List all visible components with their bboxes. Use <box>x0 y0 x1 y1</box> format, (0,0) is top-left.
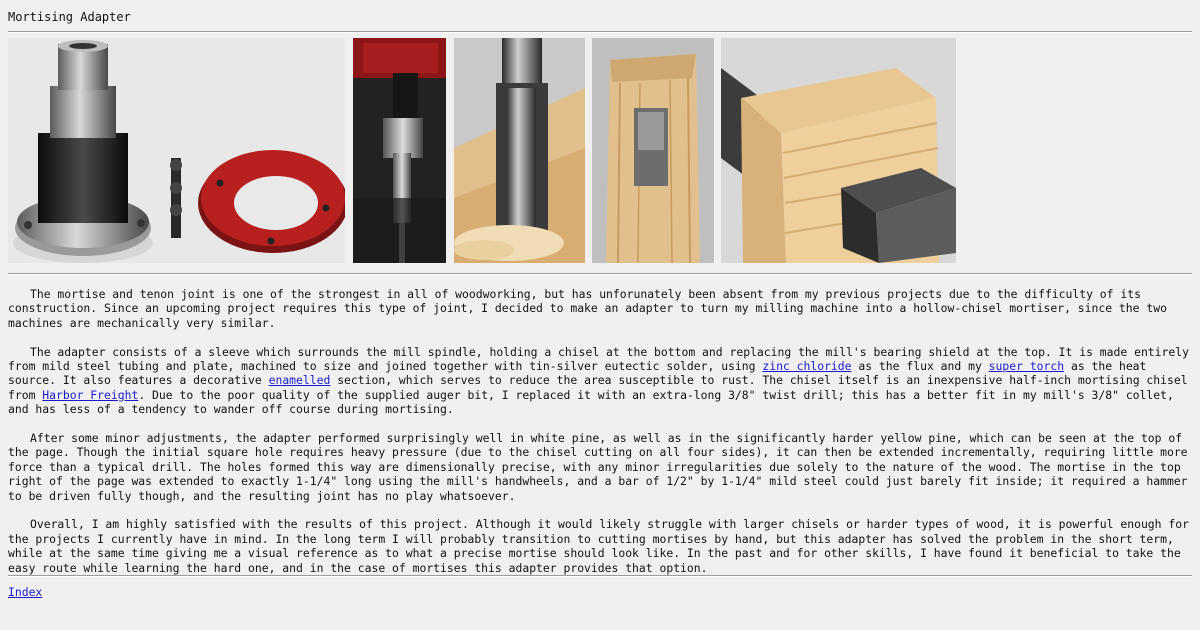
paragraph-construction <box>8 345 1194 417</box>
enamelled-link[interactable]: enamelled <box>268 373 331 388</box>
chisel-cutting-wood-photo <box>454 38 585 263</box>
top-divider <box>8 31 1192 33</box>
construction-text-3: as the heat source. It also features a decorative <box>8 359 1147 388</box>
super-torch-link[interactable]: super torch <box>988 359 1065 374</box>
footer-divider <box>8 575 1192 577</box>
adapter-parts-photo <box>8 38 345 263</box>
paragraph-intro: The mortise and tenon joint is one of the strongest in all of woodworking, but has unforunately been absent from my previous projects due to the difficulty of its construction. Since an upcoming project requires this type of joint, I decided to make an adapter to turn my milling machine into a hollow-chisel mortiser, since the two machines are mechanically very similar. <box>8 287 1167 330</box>
mortise-in-block-photo <box>592 38 714 263</box>
page-title: Mortising Adapter <box>8 10 131 24</box>
paragraph-performance: After some minor adjustments, the adapter performed surprisingly well in white pine, as well as in the significantly harder yellow pine, which can be seen at the top of the page. Though the initial square hole requires heavy pressure (due to the chisel cutting on all four sides), it can then be extended incrementally, requiring little more force than a typical drill. The holes formed this way are dimensionally precise, with any minor irregularities due solely to the nature of the wood. The mortise in the top right of the page was extended to exactly 1-1/4" long using the mill's handwheels, and a bar of 1/2" by 1-1/4" mild steel could just barely fit inside; it required a hammer to be driven fully though, and the resulting joint has no play whatsoever. <box>8 431 1188 503</box>
paragraph-conclusion: Overall, I am highly satisfied with the results of this project. Although it would likely struggle with larger chisels or harder types of wood, it is powerful enough for the projects I currently have in mind. In the long term I will probably transition to cutting mortises by hand, but this adapter has solved the problem in the short term, while at the same time giving me a visual reference as to what a precise mortise should look like. In the past and for other skills, I have found it beneficial to take the easy route while learning the hard one, and in the case of mortises this adapter provides that option. <box>8 517 1189 575</box>
article-body <box>8 287 1194 589</box>
index-link[interactable]: Index <box>8 585 43 599</box>
construction-text-2: as the flux and my <box>851 359 989 374</box>
construction-text-5: . Due to the poor quality of the supplied auger bit, I replaced it with an extra-long 3/8" twist drill; this has a better fit in my mill's 3/8" collet, and has less of a tendency to wander off course during mortising. <box>8 387 1174 417</box>
harbor-freight-link[interactable]: Harbor Freight <box>42 387 139 402</box>
steel-bar-in-mortise-photo <box>721 38 956 263</box>
photo-divider <box>8 273 1192 275</box>
mill-with-chisel-photo <box>353 38 446 263</box>
construction-text-1: The adapter consists of a sleeve which surrounds the mill spindle, holding a chisel at the bottom and replacing the mill's bearing shield at the top. It is made entirely from mild steel tubing and plate, machined to size and joined together with tin-silver eutectic solder, using <box>8 344 1189 374</box>
construction-text-4: section, which serves to reduce the area susceptible to rust. The chisel itself is an inexpensive half-inch mortising chisel from <box>8 373 1188 402</box>
zinc-chloride-link[interactable]: zinc chloride <box>762 359 852 374</box>
